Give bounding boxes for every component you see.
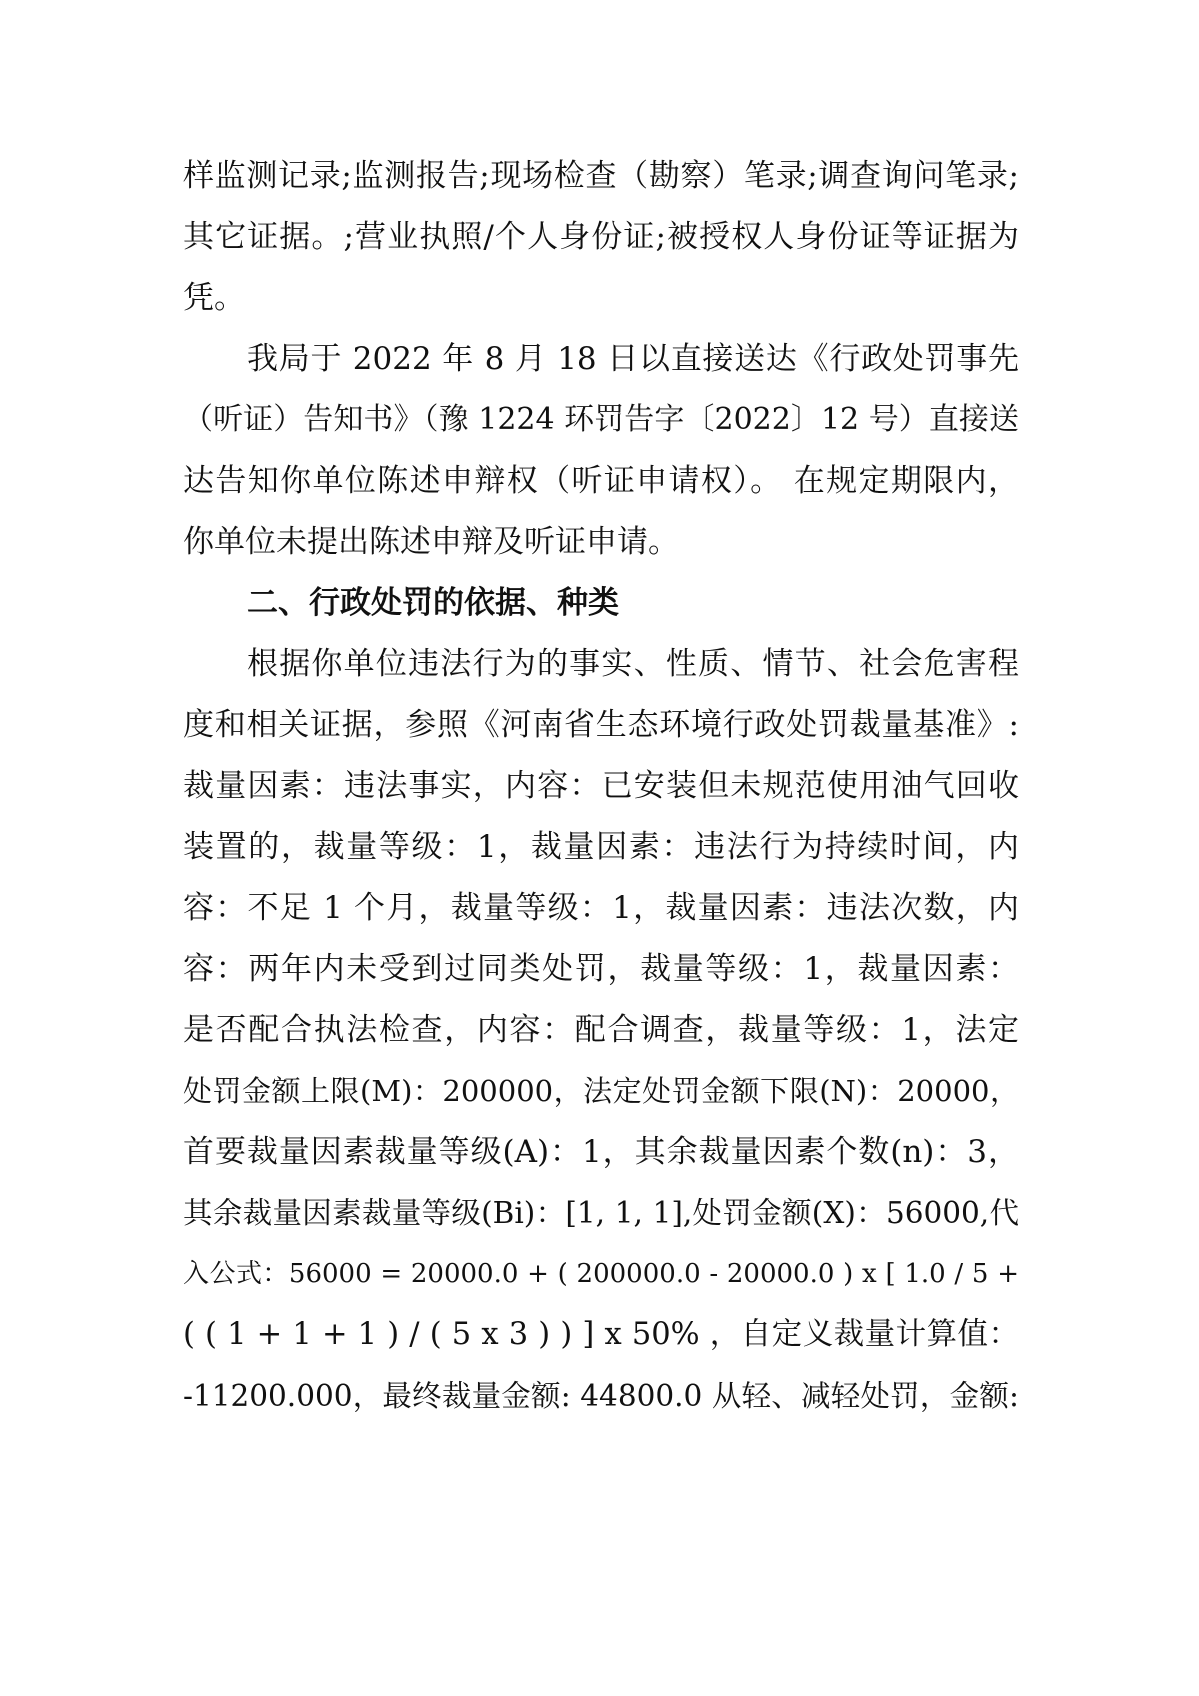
body-line: 你单位未提出陈述申辩及听证申请。 [183,524,679,560]
body-line: 是否配合执法检查，内容：配合调查，裁量等级：1，法定 [183,1012,1019,1048]
body-line: 入公式：56000 = 20000.0 + ( 200000.0 - 20000.0 ) x [ 1.0 / 5 + [183,1259,1019,1289]
body-line: 容：不足 1 个月，裁量等级：1，裁量因素：违法次数，内 [183,890,1019,926]
paragraph-first-line: 根据你单位违法行为的事实、性质、情节、社会危害程 [247,646,1019,682]
body-line: 处罚金额上限(M)：200000，法定处罚金额下限(N)：20000， [183,1074,1019,1108]
body-line: 其余裁量因素裁量等级(Bi)：[1, 1, 1],处罚金额(X)：56000,代 [183,1196,1019,1230]
body-line: 容：两年内未受到过同类处罚，裁量等级：1，裁量因素： [183,951,1019,987]
body-line: 达告知你单位陈述申辩权（听证申请权）。 在规定期限内， [183,463,1019,499]
body-line: ( ( 1 + 1 + 1 ) / ( 5 x 3 ) ) ] x 50% ，自定义裁量计算值： [183,1317,1019,1352]
body-line: 裁量因素：违法事实，内容：已安装但未规范使用油气回收 [183,768,1019,804]
body-line: （听证）告知书》（豫 1224 环罚告字〔2022〕12 号）直接送 [183,402,1019,437]
body-line: 首要裁量因素裁量等级(A)：1，其余裁量因素个数(n)：3， [183,1134,1019,1170]
body-line: 其它证据。;营业执照/个人身份证;被授权人身份证等证据为 [183,219,1019,255]
body-line: 装置的，裁量等级：1，裁量因素：违法行为持续时间，内 [183,829,1019,865]
paragraph-first-line: 我局于 2022 年 8 月 18 日以直接送达《行政处罚事先 [247,341,1019,377]
section-heading: 二、行政处罚的依据、种类 [247,585,619,621]
body-line: 度和相关证据，参照《河南省生态环境行政处罚裁量基准》: [183,707,1019,743]
body-line: 样监测记录;监测报告;现场检查（勘察）笔录;调查询问笔录; [183,158,1019,194]
body-line: -11200.000，最终裁量金额: 44800.0 从轻、减轻处罚，金额: [183,1379,1019,1413]
body-line: 凭。 [183,280,245,316]
